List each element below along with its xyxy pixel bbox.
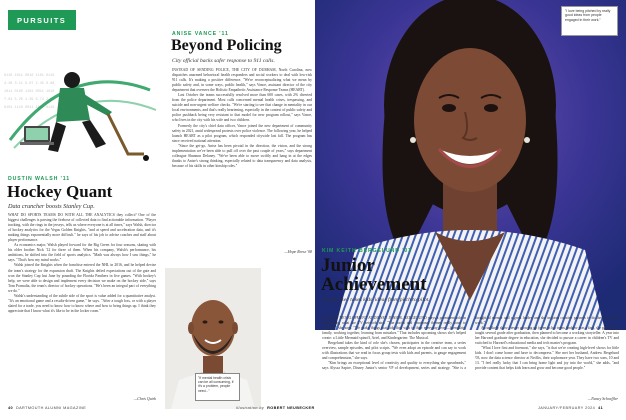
svg-text:0101 1110 0011 1001 0110: 0101 1110 0011 1001 0110 — [4, 106, 55, 110]
bergelund-paragraph: Bergelund takes the kind of role she's chosen, participates in the creative team, a series overview, sample episodes, and pilot scripts. "We even adopt an episode and can say to work with illustrations that we read in focus group tests with kids and parents, to gauge engagement and comprehension," she says. — [322, 341, 466, 361]
footer-right-page: 41 — [598, 406, 604, 410]
hockey-body — [8, 213, 156, 399]
footer-right-date: JANUARY/FEBRUARY 2024 — [538, 406, 596, 410]
hockey-dek: Data cruncher boosts Stanley Cup. — [8, 203, 95, 210]
section-tab: PURSUITS — [8, 10, 76, 30]
hockey-paragraph: Walsh's understanding of the subtle side of the sport is value added for a quantitative analyst. "It's an emotional game and a results-driven game," he says. "After a tough loss, or with a player slated for a trade, you need to know how to know where and how to bring things up. I think they appreciate that I know what it's like to be in the locker room." — [8, 293, 156, 313]
footer-credit — [236, 406, 315, 410]
hockey-title: Hockey Quant — [7, 182, 113, 201]
vance-body — [172, 68, 312, 248]
vance-paragraph: Formerly the city's chief data officer, Vance joined the new department of community safety in 2021, amid widespread protests over police violence. The following year, he helped launch HEART as a pilot program, which responded citywide last fall. The program has since received national attention. — [172, 123, 312, 143]
bergelund-dek: Disney exec takes kids' ideas from pitch to pilot. — [322, 297, 430, 303]
hockey-kicker: DUSTIN WALSH '11 — [8, 176, 71, 182]
hockey-illustration — [0, 30, 158, 170]
bergelund-signature: —Nancy Schoeffler — [587, 397, 618, 401]
hockey-paragraph: Walsh joined the Knights when the franchise entered the NHL in 2016, and he helped devise the team's strategy for the expansion draft. The Knights defied expectations out of the gate and won the Stanley Cup last June by pounding the Florida Panthers in five games. "With hockey's help, we were able to design and implement every decision we make on the hockey side," says Tom Pormalia, the team's director of hockey operations. "He's been an integral part of everything we do." — [8, 263, 156, 293]
svg-text:1011 0100 1101 0011 1010: 1011 0100 1101 0011 1010 — [4, 90, 55, 94]
footer-illustration-label: illustration by — [236, 406, 265, 410]
footer-right — [538, 406, 603, 410]
vance-signature: —Hope Reese '08 — [284, 250, 312, 254]
bergelund-paragraph: "What I love first and foremost," she says, "is that we're creating high-level shows for little kids. I don't come home and have to decompress." She met her husband, Andrew Bergelund '03, now the data science director at Netflix, their sophomore year. They have two sons, 10 and 13. "I feel really lucky that I can bring home light and joy into the world," she adds, "and provide content that helps kids learn and grow and become good people." — [475, 346, 619, 371]
footer-left — [8, 406, 86, 410]
hockey-player-illustration-icon — [0, 30, 158, 170]
svg-text:0110 1011 0010 1101 0110: 0110 1011 0010 1101 0110 — [4, 74, 55, 78]
footer-illustrator: ROBERT NEUBECKER — [267, 406, 315, 410]
bergelund-title-line1: Junior — [321, 255, 375, 276]
svg-text:7.63 5.20 1.39 6.74 2.02: 7.63 5.20 1.39 6.74 2.02 — [4, 98, 55, 102]
bergelund-paragraph: An unlikely show viewer growing up (even in her teens Andrew was a fan), she parts major taught several grade after graduation, then planned to become a working storyteller. A year into her Harvard graduate degree in education, she decided to pursue a career in children's TV and switched to Harvard's educational media and tech master's program. — [475, 326, 619, 346]
bergelund-title-line2: Achievement — [321, 274, 427, 295]
bergelund-paragraph: AS VP OF DEVELOPMENT AT DISNEY JUNIOR, BERGELUND plays a prominent role in determining what the TV network airs. "The social and emotional themes really have to resonate," she says. "We make things that kids find with in their everyday lives—friendship, family, working together, learning from mistakes." That includes upcoming shows she's helped create: a Little Mermaid spinoff, Ariel, and Kindergarten: The Musical. — [322, 316, 466, 341]
pull-quote: "I love being pitched by really good ideas from people engaged in their work." — [561, 6, 618, 36]
hockey-paragraph: As economics major, Walsh played forward for the Big Green for four seasons, skating with his older brother Nick '12 for three of them. When his company, Walsh's performance, his ambitions, he shifted into the field of sports analytics. "Math was always how I saw things," he says. "That's how my mind works." — [8, 243, 156, 263]
bergelund-kicker: KIM KEITH BERGELUND '03 — [322, 248, 412, 254]
vance-paragraph: INSTEAD OF SENDING POLICE, THE CITY OF DURHAM, North Carolina, now dispatches unarmed behavioral health responders and social workers to deal with low-risk 911 calls. It's making a positive difference. "We're reconceptualizing what we mean by public safety and, in some ways, public health," says Vance, assistant director of the city department that oversees the Holistic Empathetic Assistance Response Teams (HEART). — [172, 68, 312, 93]
bergelund-body — [322, 316, 619, 398]
vance-title: Beyond Policing — [171, 37, 282, 54]
hockey-paragraph: WHAT DO SPORTS TEAMS DO WITH ALL THE ANALYTICS they collect? One of the biggest challenges is parsing the firehose of collected data to find actionable information. "Player tracking, with the rings in the jerseys, tells us where everyone is at all times," says Walsh, director of hockey analytics for the Vegas Golden Knights, "and at speed and acceleration data, and it's making things exponentially more difficult." he says of his job to advise coaches and staff about player performance. — [8, 213, 156, 243]
vance-kicker: ANISE VANCE '11 — [172, 31, 229, 37]
bergelund-paragraph: "Kim brings an exceptional level of creativity and quality to everything she spearheads," says Alyssa Sapire, Disney Junior's senior VP of development, series and strategy. "She is a thoughtful mentor and a great leader, and she inspires creative partners to do their very best work." — [322, 316, 619, 371]
vance-dek: City official backs safer response to 911 calls. — [172, 58, 275, 64]
hockey-signature: —Chris Quirk — [133, 397, 156, 401]
footer-left-magazine: DARTMOUTH ALUMNI MAGAZINE — [15, 406, 87, 410]
svg-text:4.28 3.11 9.07 2.45 0.88: 4.28 3.11 9.07 2.45 0.88 — [4, 82, 55, 86]
vance-paragraph: "Since the get-go, Anise has been pivotal in the direction, the vision, and the strong implementation we've been able to pull off over the past couple of years," says department colleague Shannon Delaney. "We've been able to move swiftly and hang in at the edges thanks to Anise's strong thinking, especially related to data transparency and data analysis, because of his skills in other kinship roles." — [172, 143, 312, 168]
footer-left-page: 40 — [8, 406, 14, 410]
vance-photo-caption: "If mental health crisis can be all consuming, if it's a problem, people need..." — [195, 373, 240, 401]
vance-paragraph: Last October the teams successfully resolved more than 600 cases, with 2% diverted from the police department. Most calls concerned mental health crises, trespassing, and suicide and non-urgent welfare checks. "We're starting to see that change in mentality in our local environments, and that's really heartening, especially in the context of public safety and police pushback being very resistant to that model for new program rollout," says Vance, who lives in the city with his wife and two children. — [172, 93, 312, 123]
